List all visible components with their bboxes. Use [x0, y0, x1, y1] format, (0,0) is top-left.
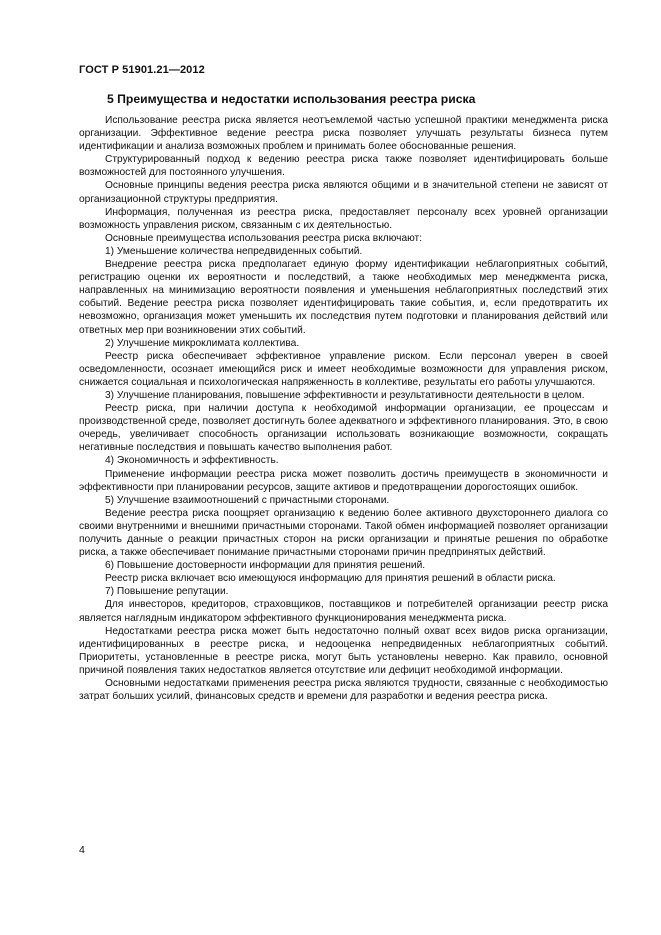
- paragraph: Основные преимущества использования реестра риска включают:: [105, 232, 423, 244]
- paragraph: Ведение реестра риска поощряет организацию к ведению более активного двухстороннего диалога со своими внутренними и внешними причастными сторонами. Такой обмен информацией позволяет организации получить данные о реакции причастных сторон на риски организации и принятые решения по обработке риска, а также обеспечивает понимание причастными сторонами причин предпринятых действий.: [79, 507, 608, 559]
- paragraph: Внедрение реестра риска предполагает единую форму идентификации неблагоприятных событий, регистрацию оценки их вероятности и последствий, а также необходимых мер менеджмента риска, направленных на минимизацию вероятности появления и уменьшения неблагоприятных последствий этих событий. Ведение реестра риска позволяет идентифицировать такие события, и, если предотвратить их невозможно, организация может уменьшить их последствия путем подготовки и планирования действий или ответных мер при возникновении этих событий.: [79, 259, 608, 336]
- list-item-heading: 7) Повышение репутации.: [105, 586, 229, 598]
- standard-code: ГОСТ Р 51901.21—2012: [79, 64, 205, 76]
- page-number: 4: [79, 844, 85, 856]
- paragraph: Для инвесторов, кредиторов, страховщиков, поставщиков и потребителей организации реестр риска является наглядным индикатором эффективного функционирования менеджмента риска.: [79, 599, 608, 624]
- paragraph: Основные принципы ведения реестра риска являются общими и в значительной степени не зависят от организационной структуры предприятия.: [79, 180, 608, 205]
- paragraph: Реестр риска обеспечивает эффективное управление риском. Если персонал уверен в своей осведомленности, осознает имеющийся риск и имеет необходимые возможности для управления риском, снижается социальная и психологическая напряженность в коллективе, результаты его работы улучшаются.: [79, 350, 608, 388]
- list-item-heading: 5) Улучшение взаимоотношений с причастными сторонами.: [105, 494, 390, 506]
- list-item-heading: 4) Экономичность и эффективность.: [105, 455, 279, 467]
- paragraph: Реестр риска, при наличии доступа к необходимой информации организации, ее процессам и производственной среде, позволяет достигнуть более адекватного и эффективного планирования. Это, в свою очередь, увеличивает способность организации использовать возникающие возможности, сокращать негативные последствия и повышать качество выполнения работ.: [79, 403, 608, 454]
- section-body: [79, 114, 608, 703]
- paragraph: Использование реестра риска является неотъемлемой частью успешной практики менеджмента риска организации. Эффективное ведение реестра риска позволяет улучшать результаты бизнеса путем идентификации и анализа возможных проблем и принимать более обоснованные решения.: [79, 115, 608, 153]
- paragraph: Информация, полученная из реестра риска, предоставляет персоналу всех уровней организации возможность управления риском, связанным с их деятельностью.: [79, 206, 608, 231]
- paragraph: Реестр риска включает всю имеющуюся информацию для принятия решений в области риска.: [105, 573, 556, 585]
- section-title: 5 Преимущества и недостатки использования реестра риска: [107, 92, 476, 106]
- list-item-heading: 2) Улучшение микроклимата коллектива.: [105, 337, 300, 349]
- paragraph: Недостатками реестра риска может быть недостаточно полный охват всех видов риска организации, идентифицированных в реестре риска, и недооценка непредвиденных неблагоприятных событий. Приоритеты, установленные в реестре риска, могут быть установлены неверно. Как правило, основной причиной появления таких недостатков является отсутствие или дефицит необходимой информации.: [79, 625, 608, 676]
- list-item-heading: 1) Уменьшение количества непредвиденных событий.: [105, 245, 363, 257]
- list-item-heading: 6) Повышение достоверности информации для принятия решений.: [105, 560, 426, 572]
- paragraph: Применение информации реестра риска может позволить достичь преимуществ в экономичности и эффективности при планировании ресурсов, защите активов и предотвращении дорогостоящих ошибок.: [79, 468, 608, 493]
- paragraph: Основными недостатками применения реестра риска являются трудности, связанные с необходимостью затрат больших усилий, финансовых средств и времени для разработки и ведения реестра риска.: [79, 678, 608, 703]
- list-item-heading: 3) Улучшение планирования, повышение эффективности и результативности деятельности в целом.: [105, 389, 585, 401]
- paragraph: Структурированный подход к ведению реестра риска также позволяет идентифицировать больше возможностей для постоянного улучшения.: [79, 154, 608, 179]
